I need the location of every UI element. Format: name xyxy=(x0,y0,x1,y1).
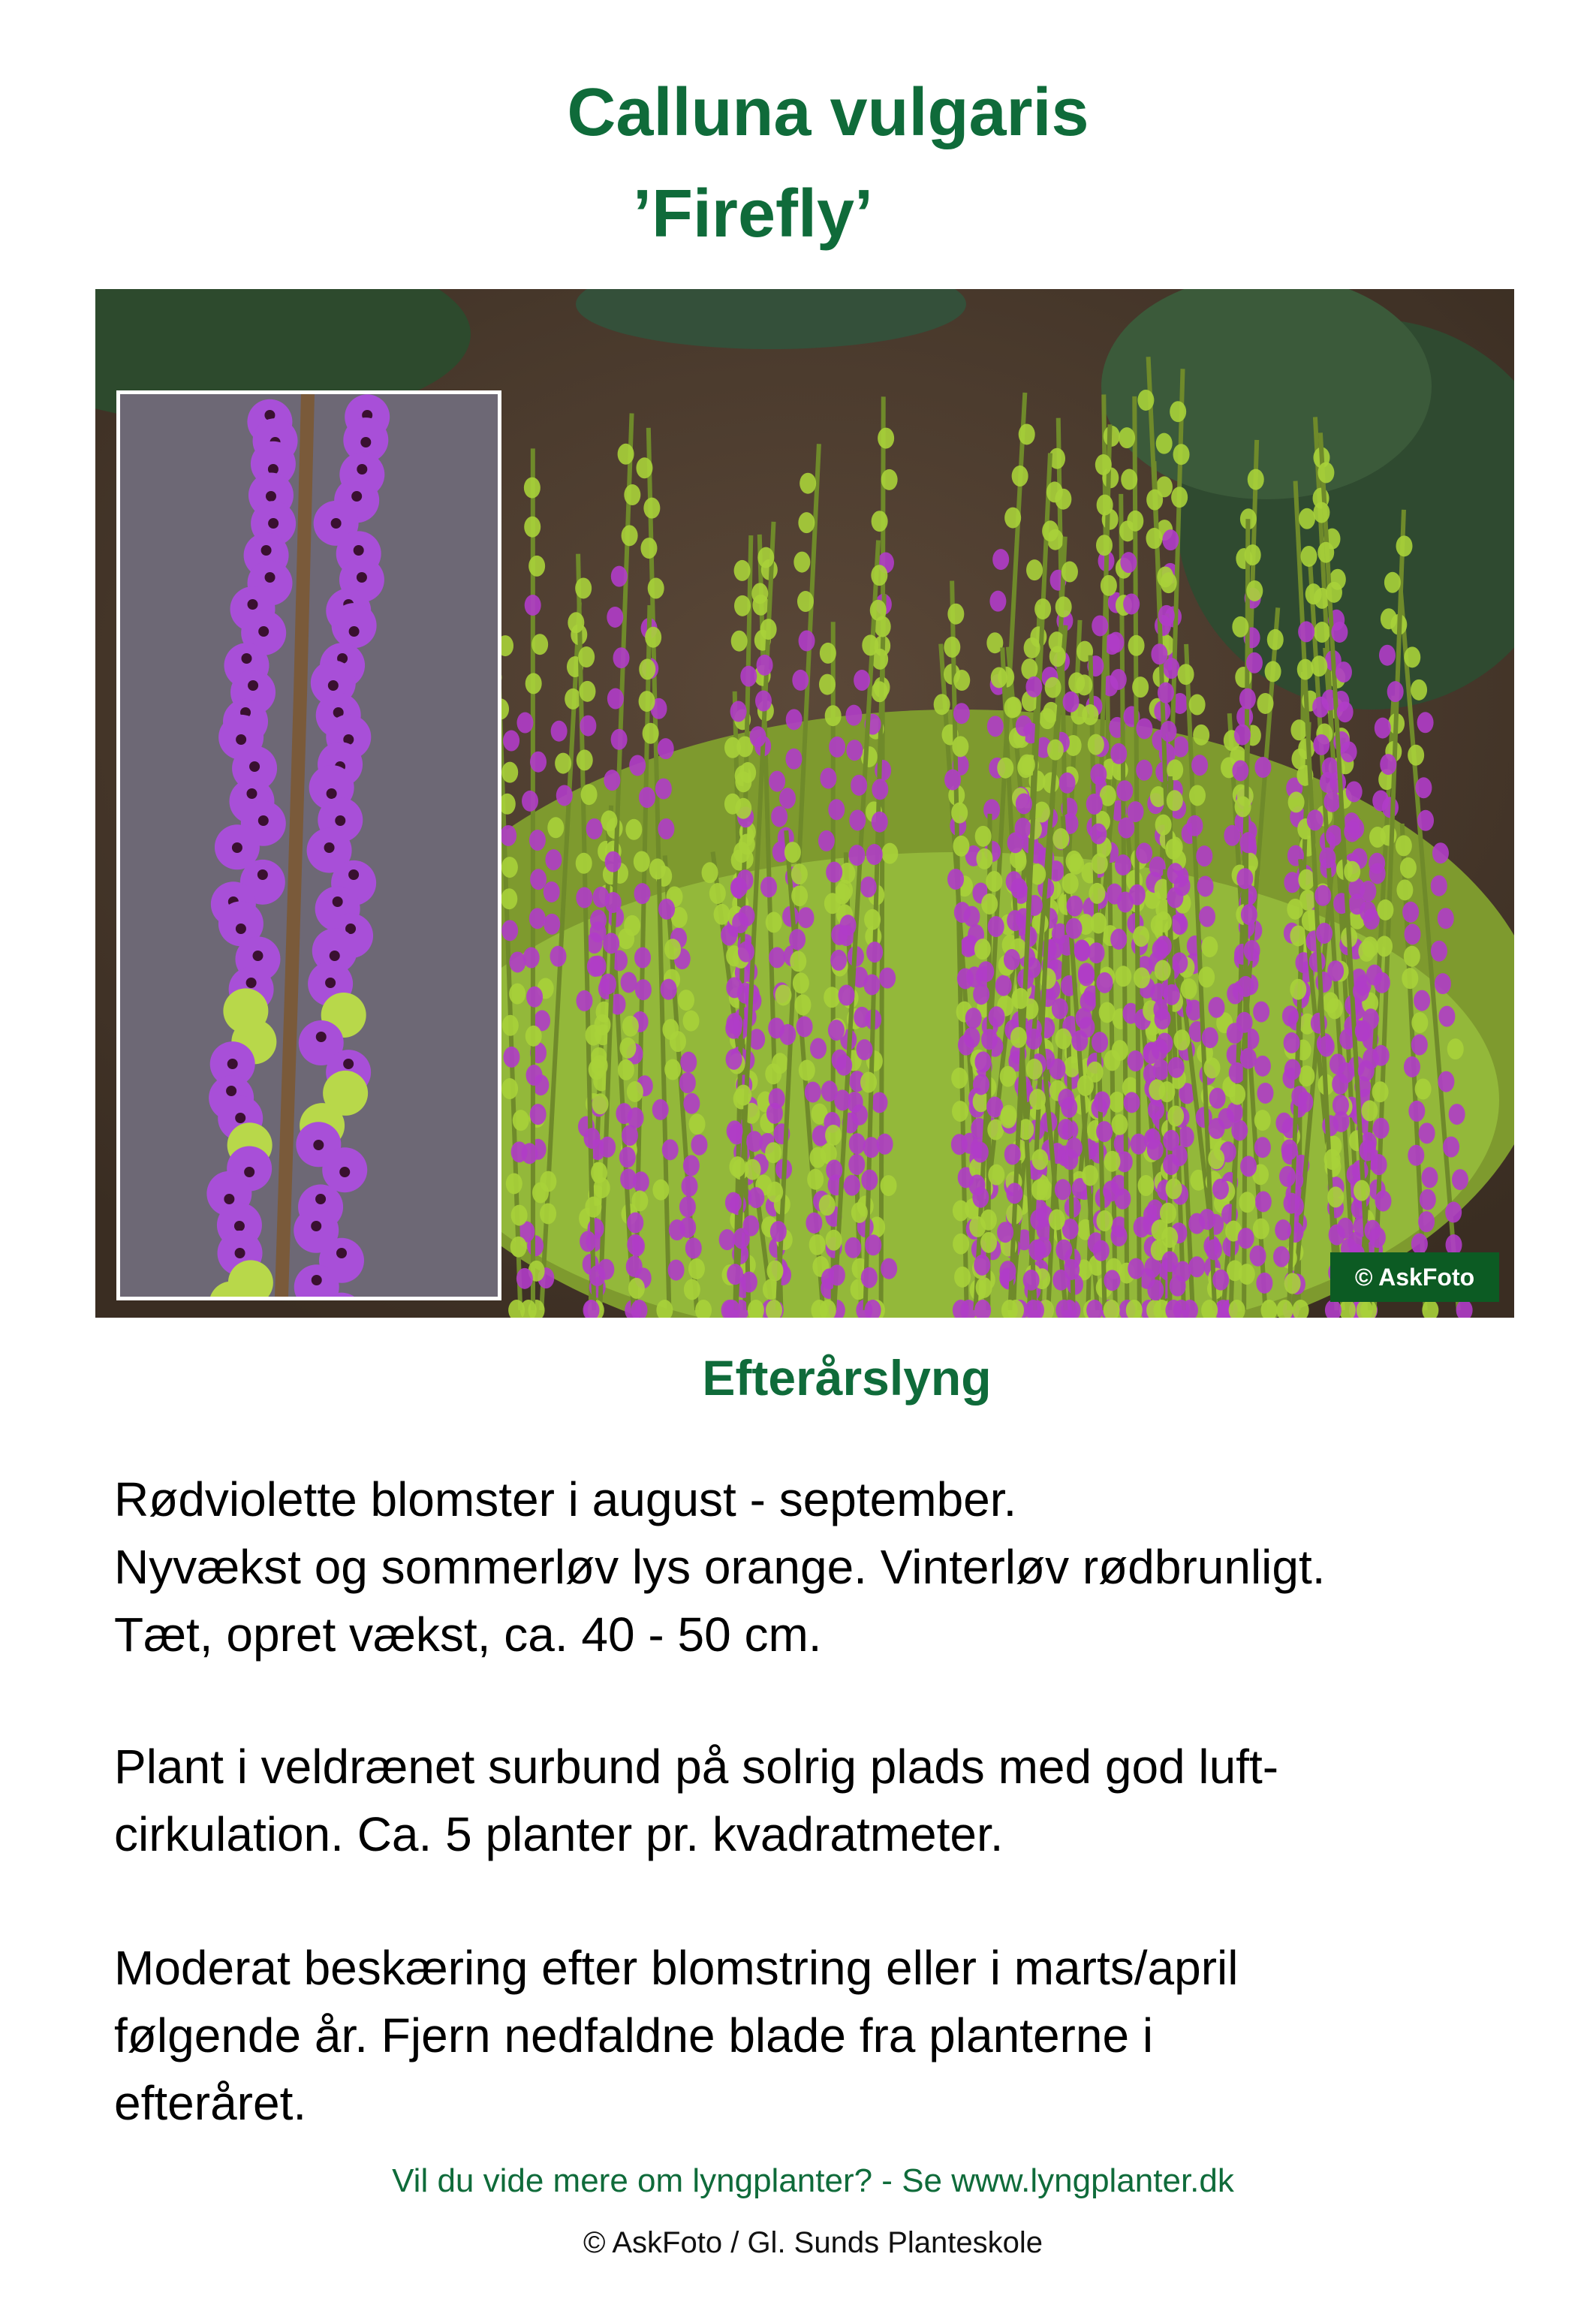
description-paragraph xyxy=(114,1466,1570,1668)
pruning-paragraph xyxy=(114,1934,1570,2137)
text-line: Plant i veldrænet surbund på solrig plads med god luft- xyxy=(114,1740,1279,1794)
planting-paragraph xyxy=(114,1733,1570,1868)
text-line: Tæt, opret vækst, ca. 40 - 50 cm. xyxy=(114,1607,822,1662)
plant-name-title: Calluna vulgaris xyxy=(567,75,1089,150)
footer-copyright: © AskFoto / Gl. Sunds Planteskole xyxy=(583,2226,1043,2259)
cultivar-name-title: ’Firefly’ xyxy=(632,176,874,252)
text-line: Nyvækst og sommerløv lys orange. Vinterløv rødbrunligt. xyxy=(114,1540,1326,1594)
text-line: følgende år. Fjern nedfaldne blade fra planterne i xyxy=(114,2008,1154,2062)
text-line: Moderat beskæring efter blomstring eller i marts/april xyxy=(114,1941,1239,1995)
text-line: cirkulation. Ca. 5 planter pr. kvadratmeter. xyxy=(114,1807,1004,1861)
flower-closeup-inset-photo xyxy=(116,390,501,1300)
text-line: efteråret. xyxy=(114,2076,307,2130)
photo-credit-badge: © AskFoto xyxy=(1330,1252,1499,1302)
text-line: Rødviolette blomster i august - september. xyxy=(114,1472,1017,1526)
common-name-heading: Efterårslyng xyxy=(702,1350,992,1406)
footer-website-link[interactable]: Vil du vide mere om lyngplanter? - Se www.lyngplanter.dk xyxy=(392,2162,1234,2199)
